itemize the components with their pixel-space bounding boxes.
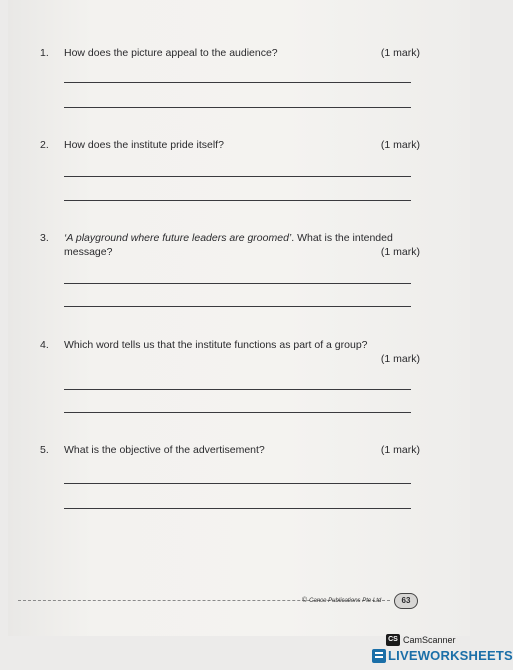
mark-label: (1 mark) (380, 246, 420, 258)
answer-line[interactable] (64, 412, 411, 413)
answer-line[interactable] (64, 389, 411, 390)
question-2 (40, 138, 420, 152)
mark-label: (1 mark) (380, 353, 420, 365)
answer-line[interactable] (64, 200, 411, 201)
question-text-continued: . What is the intended (291, 232, 393, 244)
question-text: Which word tells us that the institute functions as part of a group? (64, 339, 368, 351)
answer-line[interactable] (64, 306, 411, 307)
question-text: How does the picture appeal to the audience? (64, 47, 278, 59)
page-number: 63 (394, 593, 418, 609)
question-text-line-2: message? (64, 246, 113, 258)
worksheet-page (8, 0, 470, 636)
answer-line[interactable] (64, 483, 411, 484)
camscanner-watermark (386, 634, 456, 646)
camscanner-logo-icon: CS (386, 634, 400, 646)
quoted-phrase: ‘A playground where future leaders are groomed’ (64, 232, 292, 244)
question-number: 4. (40, 339, 49, 351)
question-5 (40, 443, 420, 457)
question-3 (40, 231, 420, 259)
liveworksheets-logo-icon (372, 649, 386, 663)
mark-label: (1 mark) (380, 47, 420, 59)
question-number: 3. (40, 232, 49, 244)
question-1 (40, 46, 420, 60)
liveworksheets-watermark (372, 648, 513, 663)
mark-label: (1 mark) (380, 139, 420, 151)
question-number: 5. (40, 444, 49, 456)
answer-line[interactable] (64, 82, 411, 83)
liveworksheets-label: LIVEWORKSHEETS (388, 648, 513, 663)
mark-label: (1 mark) (380, 444, 420, 456)
camscanner-label: CamScanner (403, 635, 456, 645)
question-text (64, 231, 420, 245)
publisher-credit (302, 597, 381, 604)
question-4 (40, 338, 420, 366)
copyright-icon: © (302, 597, 308, 604)
answer-line[interactable] (64, 176, 411, 177)
answer-line[interactable] (64, 107, 411, 108)
answer-line[interactable] (64, 508, 411, 509)
answer-line[interactable] (64, 283, 411, 284)
question-number: 2. (40, 139, 49, 151)
publisher-name: Canco Publications Pte Ltd (309, 597, 382, 604)
question-text: How does the institute pride itself? (64, 139, 224, 151)
question-number: 1. (40, 47, 49, 59)
question-text: What is the objective of the advertisement? (64, 444, 265, 456)
